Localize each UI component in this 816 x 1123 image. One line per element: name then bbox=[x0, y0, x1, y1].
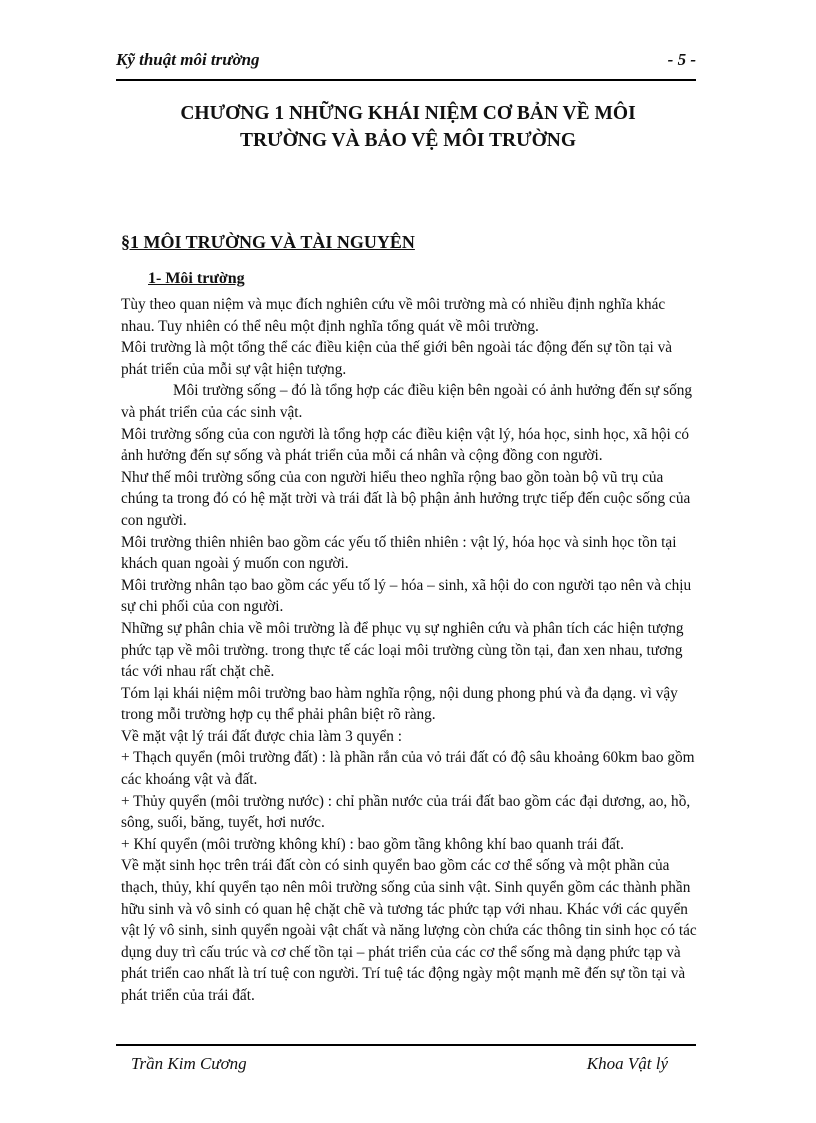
footer-author: Trần Kim Cương bbox=[131, 1054, 247, 1073]
paragraph: Môi trường nhân tạo bao gồm các yếu tố lý – hóa – sinh, xã hội do con người tạo nên và chịu sự chi phối của con người. bbox=[121, 576, 692, 616]
paragraph: Về mặt vật lý trái đất được chia làm 3 quyển : bbox=[121, 727, 403, 745]
page-number: - 5 - bbox=[667, 50, 696, 69]
paragraph: Tóm lại khái niệm môi trường bao hàm nghĩa rộng, nội dung phong phú và đa dạng. vì vậy trong mỗi trường hợp cụ thể phải phân biệt rõ ràng. bbox=[121, 684, 678, 724]
paragraph: + Thạch quyển (môi trường đất) : là phần rắn của vỏ trái đất có độ sâu khoảng 60km bao gồm các khoáng vật và đất. bbox=[121, 749, 695, 789]
footer-department: Khoa Vật lý bbox=[586, 1054, 668, 1073]
subsection-heading: 1- Môi trường bbox=[148, 270, 245, 287]
header-title: Kỹ thuật môi trường bbox=[116, 50, 260, 69]
page-header bbox=[116, 48, 696, 78]
paragraph: Môi trường sống của con người là tổng hợp các điều kiện vật lý, hóa học, sinh học, xã hội có ảnh hưởng đến sự sống và phát triển của mỗi cá nhân và cộng đồng con người. bbox=[121, 425, 690, 465]
paragraph: + Thủy quyển (môi trường nước) : chỉ phần nước của trái đất bao gồm các đại dương, ao, hồ, sông, suối, băng, tuyết, hơi nước. bbox=[121, 792, 691, 832]
section-heading: §1 MÔI TRƯỜNG VÀ TÀI NGUYÊN bbox=[121, 232, 415, 252]
body-text bbox=[121, 294, 701, 1007]
chapter-title-line-2: TRƯỜNG VÀ BẢO VỆ MÔI TRƯỜNG bbox=[239, 130, 577, 151]
chapter-title bbox=[116, 100, 700, 154]
paragraph: Như thế môi trường sống của con người hiểu theo nghĩa rộng bao gồn toàn bộ vũ trụ của chúng ta trong đó có hệ mặt trời và trái đất là bộ phận ảnh hưởng trực tiếp đến cuộc sống của con người. bbox=[121, 468, 691, 529]
footer-divider bbox=[116, 1044, 696, 1046]
paragraph: Môi trường là một tổng thể các điều kiện của thế giới bên ngoài tác động đến sự tồn tại và phát triển của mỗi sự vật hiện tượng. bbox=[121, 339, 673, 378]
chapter-title-line-1: CHƯƠNG 1 NHỮNG KHÁI NIỆM CƠ BẢN VỀ MÔI bbox=[180, 103, 636, 124]
paragraph: Những sự phân chia về môi trường là để phục vụ sự nghiên cứu và phân tích các hiện tượng phức tạp về môi trường. trong thực tế các loại môi trường cùng tồn tại, đan xen nhau, tương tác với nhau rất chặt chẽ. bbox=[121, 619, 684, 681]
header-divider bbox=[116, 79, 696, 81]
paragraph: Về mặt sinh học trên trái đất còn có sinh quyển bao gồm các cơ thể sống và một phần của thạch, thủy, khí quyển tạo nên môi trường sống của sinh vật. Sinh quyển gồm các thành phần hữu sinh và vô sinh có quan hệ chặt chẽ và tương tác phức tạp với nhau. Khác với các quyển vật lý vô sinh, sinh quyển ngoài vật chất và năng lượng còn chứa các thông tin sinh học có tác dụng duy trì cấu trúc và cơ chế tồn tại – phát triển của các cơ thể sống mà dạng phức tạp và phát triển cao nhất là trí tuệ con người. Trí tuệ tác động ngày một mạnh mẽ đến sự tồn tại và phát triển của trái đất. bbox=[121, 857, 697, 1004]
paragraph: Môi trường sống – đó là tổng hợp các điều kiện bên ngoài có ảnh hưởng đến sự sống và phát triển của các sinh vật. bbox=[121, 382, 693, 421]
paragraph: Môi trường thiên nhiên bao gồm các yếu tố thiên nhiên : vật lý, hóa học và sinh học tồn tại khách quan ngoài ý muốn con người. bbox=[121, 533, 677, 573]
paragraph: + Khí quyển (môi trường không khí) : bao gồm tầng không khí bao quanh trái đất. bbox=[121, 835, 624, 853]
paragraph: Tùy theo quan niệm và mục đích nghiên cứu về môi trường mà có nhiều định nghĩa khác nhau. Tuy nhiên có thể nêu một định nghĩa tổng quát về môi trường. bbox=[121, 296, 666, 335]
